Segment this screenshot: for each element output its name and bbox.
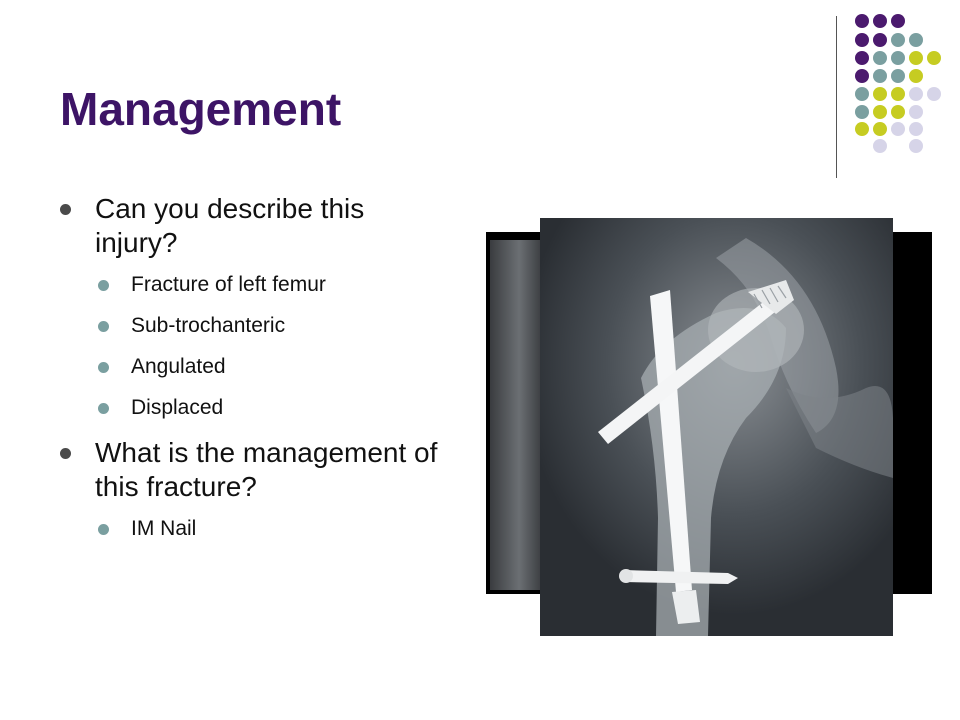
sub-bullet-icon	[98, 524, 109, 535]
sub-bullet-item	[60, 354, 440, 380]
sub-bullet-icon	[98, 403, 109, 414]
bullet-text: What is the management of this fracture?	[95, 437, 438, 502]
sub-bullet-icon	[98, 321, 109, 332]
sub-bullet-item	[60, 395, 440, 421]
bullet-text: Angulated	[131, 355, 226, 378]
sub-bullet-icon	[98, 280, 109, 291]
sub-bullet-item	[60, 272, 440, 298]
bullet-icon	[60, 448, 71, 459]
x-ray-image	[486, 218, 932, 638]
divider-line	[836, 16, 837, 178]
x-ray-image-icon	[486, 218, 932, 638]
bullet-text: Fracture of left femur	[131, 273, 326, 296]
bullet-item	[60, 192, 440, 260]
bullet-text: Sub-trochanteric	[131, 314, 286, 337]
bullet-icon	[60, 204, 71, 215]
slide-title: Management	[60, 83, 342, 135]
sub-bullet-item	[60, 516, 440, 542]
sub-bullet-icon	[98, 362, 109, 373]
sub-bullet-item	[60, 313, 440, 339]
bullet-text: IM Nail	[131, 517, 197, 540]
bullet-list	[60, 190, 440, 557]
bullet-item	[60, 436, 440, 504]
bullet-text: Displaced	[131, 396, 224, 419]
decorative-dot-grid	[840, 12, 960, 172]
bullet-text: Can you describe this injury?	[95, 193, 365, 258]
